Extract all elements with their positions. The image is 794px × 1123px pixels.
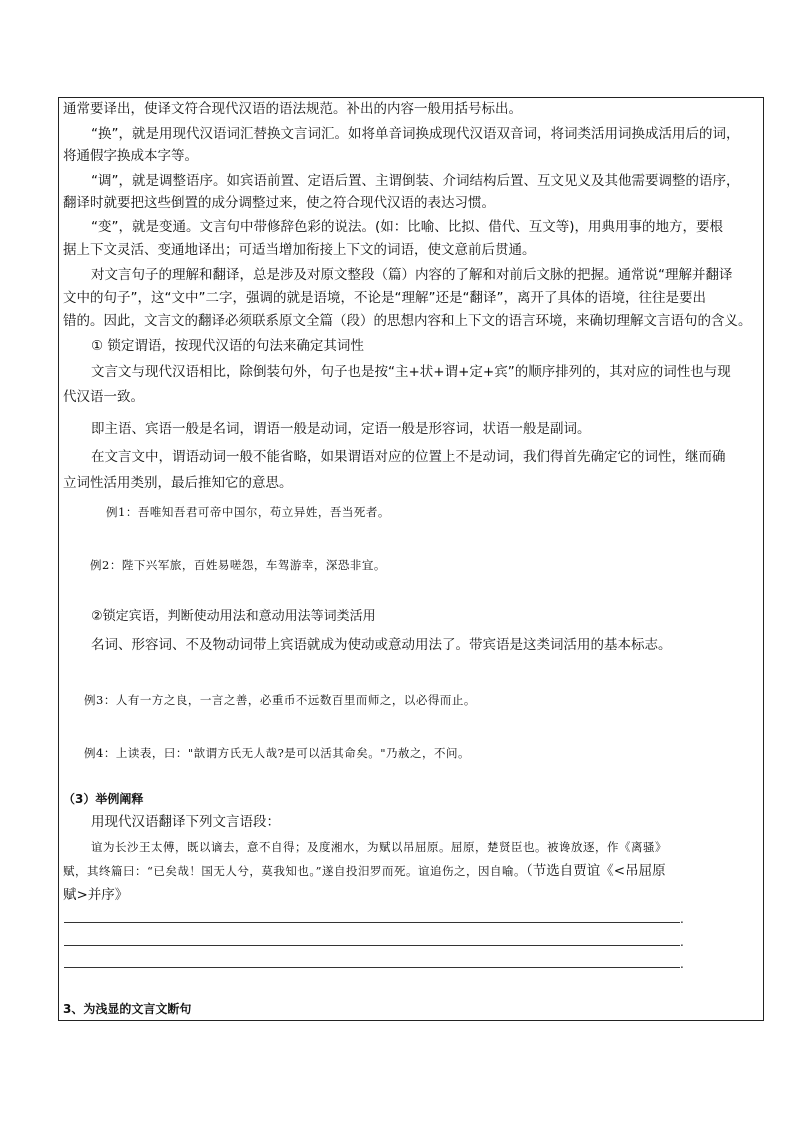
- paragraph-line: 翻译时就要把这些倒置的成分调整过来，使之符合现代汉语的表达习惯。: [63, 195, 495, 211]
- line-end-dot: .: [680, 935, 684, 949]
- task-instruction: 用现代汉语翻译下列文言语段：: [91, 814, 280, 830]
- paragraph-line: 错的。因此，文言文的翻译必须联系原文全篇（段）的思想内容和上下文的语言环境，来确切理解文言语句的含义。: [63, 313, 752, 329]
- answer-line[interactable]: [64, 945, 680, 946]
- paragraph-line: 据上下文灵活、变通地译出；可适当增加衔接上下文的词语，使文意前后贯通。: [63, 242, 536, 258]
- paragraph-line: 名词、形容词、不及物动词带上宾语就成为使动或意动用法了。带宾语是这类词活用的基本标志。: [91, 637, 672, 653]
- paragraph-line: 通常要译出，使译文符合现代汉语的语法规范。补出的内容一般用括号标出。: [63, 101, 522, 117]
- example-2: 例2：陛下兴军旅，百姓易嗟怨，车驾游幸，深恐非宜。: [90, 558, 386, 572]
- example-3: 例3：人有一方之良，一言之善，必重币不远数百里而师之，以必得而止。: [84, 693, 476, 707]
- paragraph-line: 立词性活用类别，最后推知它的意思。: [63, 475, 293, 491]
- passage-line: [63, 862, 666, 880]
- paragraph-line: 代汉语一致。: [63, 389, 144, 405]
- paragraph-line: 在文言文中，谓语动词一般不能省略，如果谓语对应的位置上不是动词，我们得首先确定它的词性，继而确: [91, 449, 726, 465]
- paragraph-line: 对文言句子的理解和翻译，总是涉及对原文整段（篇）内容的了解和对前后文脉的把握。通常说“理解并翻译: [91, 267, 733, 283]
- paragraph-line: 将通假字换成本字等。: [63, 148, 198, 164]
- example-4: 例4：上读表，曰："歆谓方氏无人哉?是可以活其命矣。"乃赦之，不问。: [84, 746, 471, 760]
- paragraph-line: “换”，就是用现代汉语词汇替换文言词汇。如将单音词换成现代汉语双音词，将词类活用词换成活用后的词，: [91, 126, 740, 142]
- line-end-dot: .: [680, 957, 684, 971]
- subheading: ②锁定宾语，判断使动用法和意动用法等词类活用: [91, 609, 376, 624]
- paragraph-line: “调”，就是调整语序。如宾语前置、定语后置、主谓倒装、介词结构后置、互文见义及其他需要调整的语序，: [91, 173, 740, 189]
- passage-source: （节选自贾谊《<吊屈原: [526, 863, 666, 879]
- paragraph-line: “变”，就是变通。文言句中带修辞色彩的说法。(如：比喻、比拟、借代、互文等)，用典用事的地方，要根: [91, 219, 724, 235]
- answer-line[interactable]: [64, 922, 680, 923]
- line-end-dot: .: [680, 912, 684, 926]
- passage-source-end: 赋>并序》: [63, 887, 129, 903]
- example-1: 例1：吾唯知吾君可帝中国尔，苟立异姓，吾当死者。: [106, 505, 390, 519]
- paragraph-line: 文言文与现代汉语相比，除倒装句外，句子也是按“主+状+谓+定+宾”的顺序排列的，其对应的词性也与现: [91, 364, 731, 380]
- paragraph-line: 即主语、宾语一般是名词，谓语一般是动词，定语一般是形容词，状语一般是副词。: [91, 421, 591, 437]
- section-heading: （3）举例阐释: [63, 792, 144, 806]
- section-heading: 3、为浅显的文言文断句: [63, 1002, 192, 1016]
- answer-line[interactable]: [64, 967, 680, 968]
- passage-text: 赋，其终篇曰：“已矣哉！国无人兮，莫我知也。”遂自投汨罗而死。谊追伤之，因自喻。: [63, 864, 527, 878]
- subheading: ① 锁定谓语，按现代汉语的句法来确定其词性: [91, 338, 364, 354]
- paragraph-line: 文中的句子”，这“文中”二字，强调的就是语境，不论是“理解”还是“翻译”，离开了具体的语境，往往是要出: [63, 290, 706, 306]
- passage-line: 谊为长沙王太傅，既以谪去，意不自得；及度湘水，为赋以吊屈原。屈原，楚贤臣也。被谗放逐，作《离骚》: [91, 840, 667, 854]
